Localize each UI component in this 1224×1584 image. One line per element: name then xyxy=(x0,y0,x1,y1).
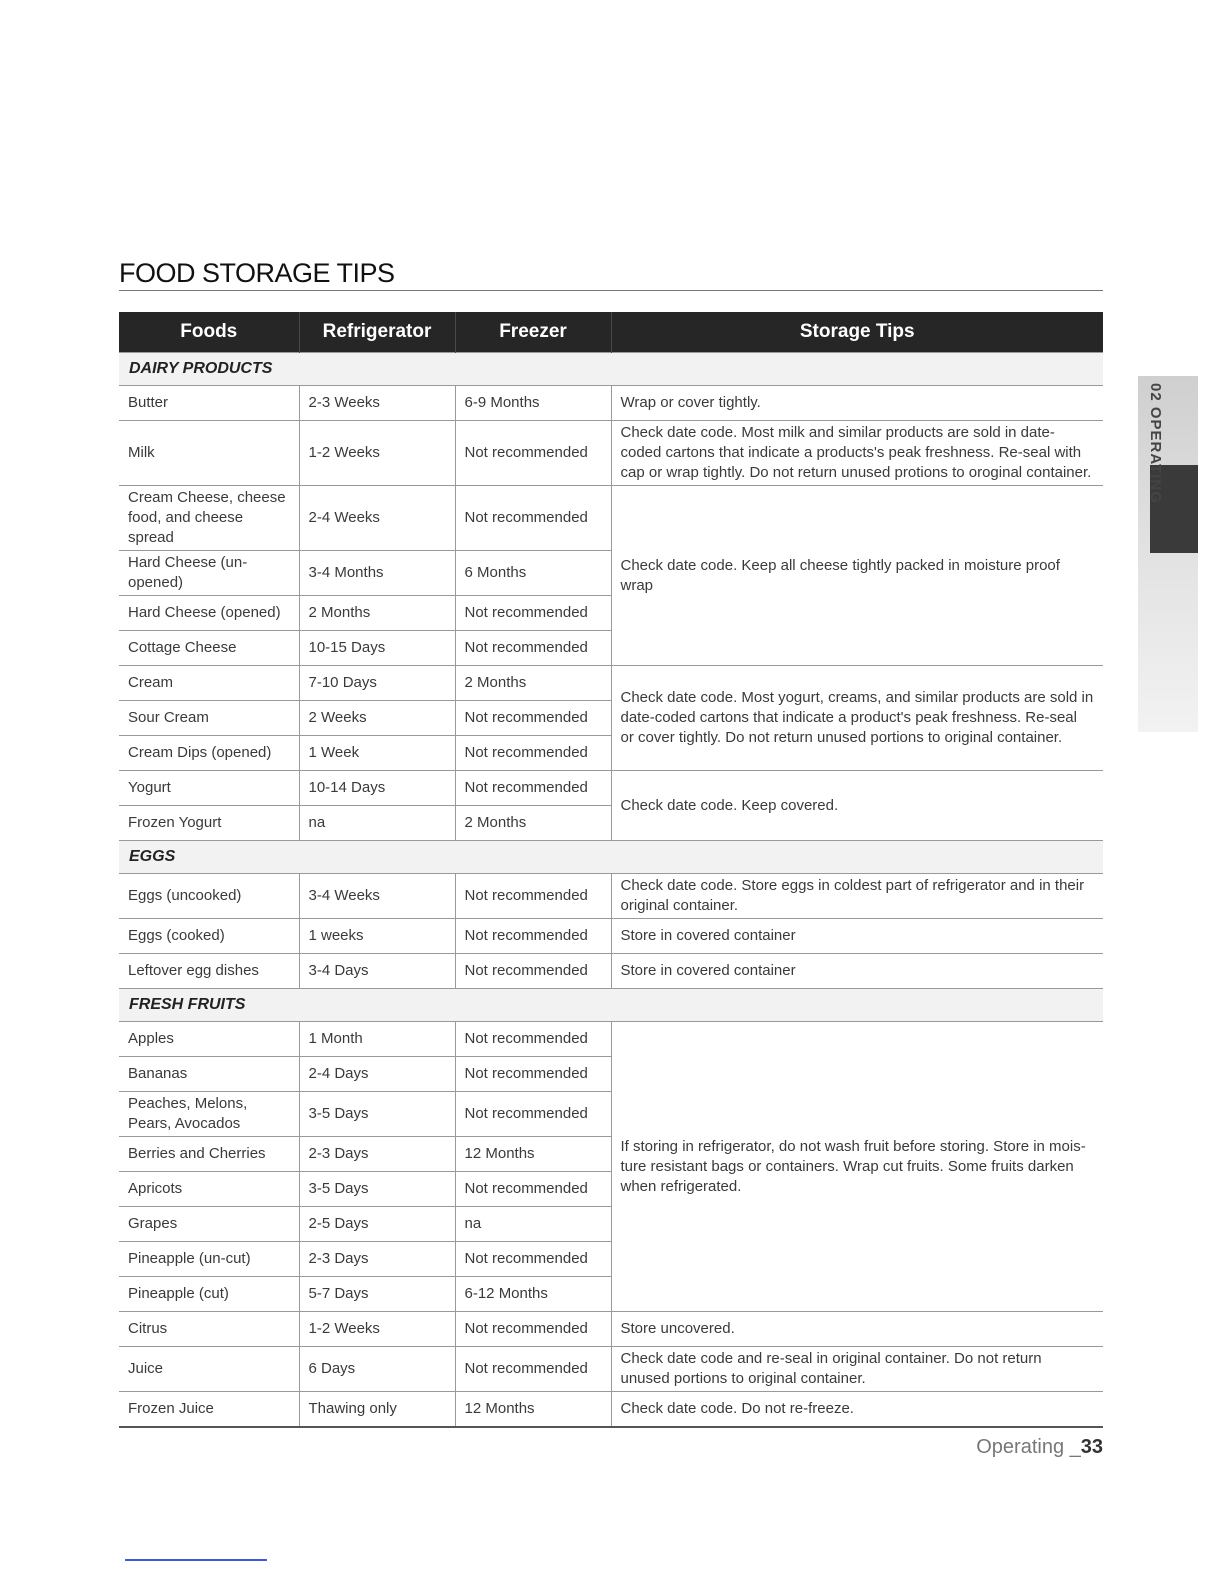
food-cell: Leftover egg dishes xyxy=(119,954,299,989)
freezer-cell: Not recommended xyxy=(455,1057,611,1092)
tip-cell: Check date code. Store eggs in coldest part of refrigerator and in their original container. xyxy=(611,874,1103,919)
section-title: DAIRY PRODUCTS xyxy=(119,353,1103,386)
tip-cell: If storing in refrigerator, do not wash fruit before storing. Store in mois-ture resistant bags or containers. Wrap cut fruits. Some fruits darken when refrigerated. xyxy=(611,1022,1103,1312)
food-cell: Peaches, Melons, Pears, Avocados xyxy=(119,1092,299,1137)
food-cell: Pineapple (un-cut) xyxy=(119,1242,299,1277)
freezer-cell: 6-12 Months xyxy=(455,1277,611,1312)
table-row xyxy=(119,1392,1103,1428)
refrigerator-cell: 10-15 Days xyxy=(299,631,455,666)
food-cell: Hard Cheese (un-opened) xyxy=(119,551,299,596)
refrigerator-cell: 2-5 Days xyxy=(299,1207,455,1242)
column-header-foods: Foods xyxy=(119,312,299,353)
food-cell: Apricots xyxy=(119,1172,299,1207)
tip-cell: Check date code. Most yogurt, creams, and similar products are sold in date-coded cartons that indicate a product's peak freshness. Re-seal or cover tightly. Do not return unused portions to original container. xyxy=(611,666,1103,771)
refrigerator-cell: 6 Days xyxy=(299,1347,455,1392)
freezer-cell: Not recommended xyxy=(455,736,611,771)
refrigerator-cell: 1 Week xyxy=(299,736,455,771)
freezer-cell: 12 Months xyxy=(455,1137,611,1172)
food-cell: Citrus xyxy=(119,1312,299,1347)
tip-cell: Store uncovered. xyxy=(611,1312,1103,1347)
tip-cell: Check date code. Most milk and similar products are sold in date-coded cartons that indicate a products's peak freshness. Re-seal with cap or wrap tightly. Do not return unused protions to oroginal container. xyxy=(611,421,1103,486)
refrigerator-cell: 3-5 Days xyxy=(299,1172,455,1207)
food-cell: Eggs (cooked) xyxy=(119,919,299,954)
refrigerator-cell: na xyxy=(299,806,455,841)
freezer-cell: Not recommended xyxy=(455,596,611,631)
table-header-row xyxy=(119,312,1103,353)
title-divider xyxy=(119,290,1103,291)
table-row xyxy=(119,1312,1103,1347)
tip-cell: Store in covered container xyxy=(611,919,1103,954)
freezer-cell: Not recommended xyxy=(455,1242,611,1277)
section-row-eggs xyxy=(119,841,1103,874)
food-cell: Pineapple (cut) xyxy=(119,1277,299,1312)
column-header-storage-tips: Storage Tips xyxy=(611,312,1103,353)
chapter-tab-label: 02 OPERATING xyxy=(1147,383,1164,504)
column-header-freezer: Freezer xyxy=(455,312,611,353)
food-cell: Frozen Yogurt xyxy=(119,806,299,841)
refrigerator-cell: 1-2 Weeks xyxy=(299,421,455,486)
column-header-refrigerator: Refrigerator xyxy=(299,312,455,353)
food-cell: Cream Dips (opened) xyxy=(119,736,299,771)
food-cell: Yogurt xyxy=(119,771,299,806)
bottom-link-underline xyxy=(125,1559,267,1561)
freezer-cell: 2 Months xyxy=(455,806,611,841)
page-footer xyxy=(976,1436,1103,1459)
tip-cell: Check date code and re-seal in original container. Do not return unused portions to original container. xyxy=(611,1347,1103,1392)
page-title: FOOD STORAGE TIPS xyxy=(119,258,395,288)
refrigerator-cell: 10-14 Days xyxy=(299,771,455,806)
footer-section-label: Operating xyxy=(976,1436,1070,1458)
freezer-cell: Not recommended xyxy=(455,486,611,551)
food-cell: Hard Cheese (opened) xyxy=(119,596,299,631)
freezer-cell: Not recommended xyxy=(455,1312,611,1347)
freezer-cell: Not recommended xyxy=(455,954,611,989)
refrigerator-cell: Thawing only xyxy=(299,1392,455,1428)
food-cell: Frozen Juice xyxy=(119,1392,299,1428)
refrigerator-cell: 2-3 Days xyxy=(299,1137,455,1172)
food-cell: Cream Cheese, cheese food, and cheese spread xyxy=(119,486,299,551)
refrigerator-cell: 3-4 Months xyxy=(299,551,455,596)
food-cell: Cream xyxy=(119,666,299,701)
freezer-cell: Not recommended xyxy=(455,1347,611,1392)
refrigerator-cell: 3-4 Weeks xyxy=(299,874,455,919)
food-cell: Cottage Cheese xyxy=(119,631,299,666)
food-cell: Apples xyxy=(119,1022,299,1057)
refrigerator-cell: 2-4 Days xyxy=(299,1057,455,1092)
table-row xyxy=(119,874,1103,919)
food-cell: Grapes xyxy=(119,1207,299,1242)
table-row xyxy=(119,954,1103,989)
freezer-cell: Not recommended xyxy=(455,701,611,736)
food-cell: Eggs (uncooked) xyxy=(119,874,299,919)
tip-cell: Check date code. Do not re-freeze. xyxy=(611,1392,1103,1428)
freezer-cell: Not recommended xyxy=(455,421,611,486)
food-cell: Bananas xyxy=(119,1057,299,1092)
tip-cell: Check date code. Keep all cheese tightly packed in moisture proof wrap xyxy=(611,486,1103,666)
refrigerator-cell: 2-3 Weeks xyxy=(299,386,455,421)
freezer-cell: Not recommended xyxy=(455,1022,611,1057)
table-row xyxy=(119,1022,1103,1057)
freezer-cell: 6 Months xyxy=(455,551,611,596)
table-row xyxy=(119,386,1103,421)
table-row xyxy=(119,771,1103,806)
food-cell: Butter xyxy=(119,386,299,421)
food-cell: Berries and Cherries xyxy=(119,1137,299,1172)
food-cell: Juice xyxy=(119,1347,299,1392)
tip-cell: Store in covered container xyxy=(611,954,1103,989)
section-title: EGGS xyxy=(119,841,1103,874)
section-row-fruits xyxy=(119,989,1103,1022)
freezer-cell: Not recommended xyxy=(455,1172,611,1207)
food-cell: Sour Cream xyxy=(119,701,299,736)
table-row xyxy=(119,486,1103,551)
food-cell: Milk xyxy=(119,421,299,486)
freezer-cell: Not recommended xyxy=(455,631,611,666)
section-title: FRESH FRUITS xyxy=(119,989,1103,1022)
refrigerator-cell: 1-2 Weeks xyxy=(299,1312,455,1347)
freezer-cell: 12 Months xyxy=(455,1392,611,1428)
section-row-dairy xyxy=(119,353,1103,386)
freezer-cell: Not recommended xyxy=(455,874,611,919)
refrigerator-cell: 1 weeks xyxy=(299,919,455,954)
table-row xyxy=(119,1347,1103,1392)
table-row xyxy=(119,421,1103,486)
refrigerator-cell: 5-7 Days xyxy=(299,1277,455,1312)
food-storage-table xyxy=(119,312,1103,1428)
refrigerator-cell: 3-5 Days xyxy=(299,1092,455,1137)
freezer-cell: 6-9 Months xyxy=(455,386,611,421)
freezer-cell: 2 Months xyxy=(455,666,611,701)
refrigerator-cell: 1 Month xyxy=(299,1022,455,1057)
footer-page-prefix: _ xyxy=(1069,1436,1081,1458)
table-row xyxy=(119,666,1103,701)
refrigerator-cell: 3-4 Days xyxy=(299,954,455,989)
tip-cell: Wrap or cover tightly. xyxy=(611,386,1103,421)
page-number: 33 xyxy=(1080,1436,1103,1458)
refrigerator-cell: 2-4 Weeks xyxy=(299,486,455,551)
table-row xyxy=(119,919,1103,954)
refrigerator-cell: 2 Months xyxy=(299,596,455,631)
refrigerator-cell: 7-10 Days xyxy=(299,666,455,701)
refrigerator-cell: 2-3 Days xyxy=(299,1242,455,1277)
freezer-cell: Not recommended xyxy=(455,919,611,954)
refrigerator-cell: 2 Weeks xyxy=(299,701,455,736)
freezer-cell: Not recommended xyxy=(455,771,611,806)
freezer-cell: Not recommended xyxy=(455,1092,611,1137)
tip-cell: Check date code. Keep covered. xyxy=(611,771,1103,841)
freezer-cell: na xyxy=(455,1207,611,1242)
